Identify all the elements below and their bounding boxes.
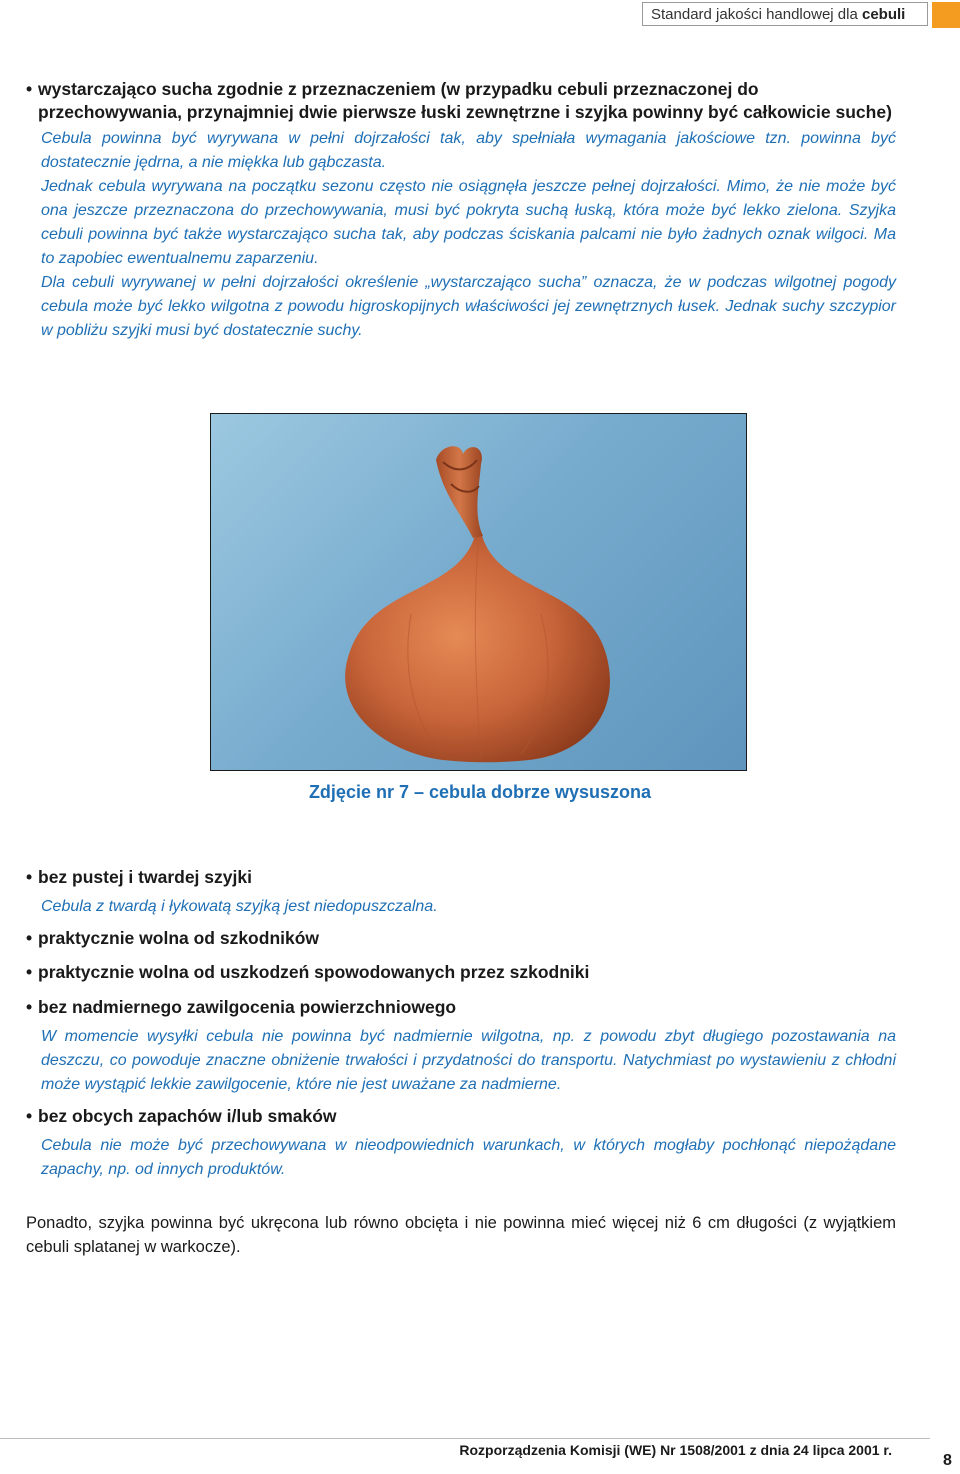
note-dryness-3: Dla cebuli wyrywanej w pełni dojrzałości określenie „wystarczająco sucha” oznacza, że w podczas wilgotnej pogody cebula może być lekko wilgotna z powodu higroskopijnych właściwości jej zewnętrznych łusek. Jednak suchy szczypior w pobliżu szyjki musi być dostatecznie suchy. [41,274,896,339]
bullet-neck [26,866,896,889]
bullet-odours-text: bez obcych zapachów i/lub smaków [38,1106,337,1126]
page-number: 8 [943,1452,952,1469]
bullet-dot-icon: • [26,867,33,887]
note-dryness-1: Cebula powinna być wyrywana w pełni dojrzałości tak, aby spełniała wymagania jakościowe tzn. powinna być dostatecznie jędrna, a nie miękka lub gąbczasta. [41,130,896,171]
note-odours: Cebula nie może być przechowywana w nieodpowiednich warunkach, w których mogłaby pochłonąć niepożądane zapachy, np. od innych produktów. [41,1137,896,1178]
header-bold: cebuli [861,6,906,23]
bullet-dryness [26,78,896,124]
running-header [642,2,928,26]
photo-caption: Zdjęcie nr 7 – cebula dobrze wysuszona [308,782,652,802]
bullet-dot-icon: • [26,928,33,948]
onion-icon [211,414,746,770]
bullet-dot-icon: • [26,997,33,1017]
bullet-neck-text: bez pustej i twardej szyjki [38,867,252,887]
section-pest-damage [26,961,896,984]
closing-paragraph: Ponadto, szyjka powinna być ukręcona lub równo obcięta i nie powinna mieć więcej niż 6 cm długości (z wyjątkiem cebuli splatanej w warkocze). [26,1214,896,1256]
footer-citation: Rozporządzenia Komisji (WE) Nr 1508/2001 z dnia 24 lipca 2001 r. [459,1442,892,1458]
bullet-pests [26,927,896,950]
header-accent-tab [932,2,960,28]
header-prefix: Standard jakości handlowej dla [651,6,858,23]
section-pests [26,927,896,950]
bullet-pest-damage [26,961,896,984]
section-dryness [26,78,896,343]
bullet-pest-damage-text: praktycznie wolna od uszkodzeń spowodowanych przez szkodniki [38,962,590,982]
bullet-pests-text: praktycznie wolna od szkodników [38,928,320,948]
footer-divider [0,1438,930,1439]
bullet-dot-icon: • [26,1106,33,1126]
section-moisture [26,996,896,1097]
bullet-moisture [26,996,896,1019]
note-dryness-2: Jednak cebula wyrywana na początku sezonu często nie osiągnęła jeszcze pełnej dojrzałości. Mimo, że nie może być ona jeszcze przeznaczona do przechowywania, musi być pokryta suchą łuską, która może być lekko zielona. Szyjka cebuli powinna być także wystarczająco sucha tak, aby podczas ściskania palcami nie było żadnych oznak wilgoci. Ma to zapobiec ewentualnemu zaparzeniu. [41,178,896,267]
bullet-dot-icon: • [26,962,33,982]
section-odours [26,1105,896,1182]
note-neck: Cebula z twardą i łykowatą szyjką jest niedopuszczalna. [41,898,438,915]
section-neck [26,866,896,919]
note-moisture: W momencie wysyłki cebula nie powinna być nadmiernie wilgotna, np. z powodu zbyt długiego pozostawania na deszczu, co powoduje znaczne obniżenie trwałości i przydatności do transportu. Natychmiast po wystawieniu z chłodni może wystąpić lekkie zawilgocenie, które nie jest uważane za nadmierne. [41,1028,896,1093]
bullet-dryness-text: wystarczająco sucha zgodnie z przeznaczeniem (w przypadku cebuli przeznaczonej do przechowywania, przynajmniej dwie pierwsze łuski zewnętrzne i szyjka powinny być całkowicie suche) [38,79,892,122]
onion-photo [210,413,747,771]
bullet-dot-icon: • [26,79,33,99]
bullet-moisture-text: bez nadmiernego zawilgocenia powierzchniowego [38,997,457,1017]
bullet-odours [26,1105,896,1128]
